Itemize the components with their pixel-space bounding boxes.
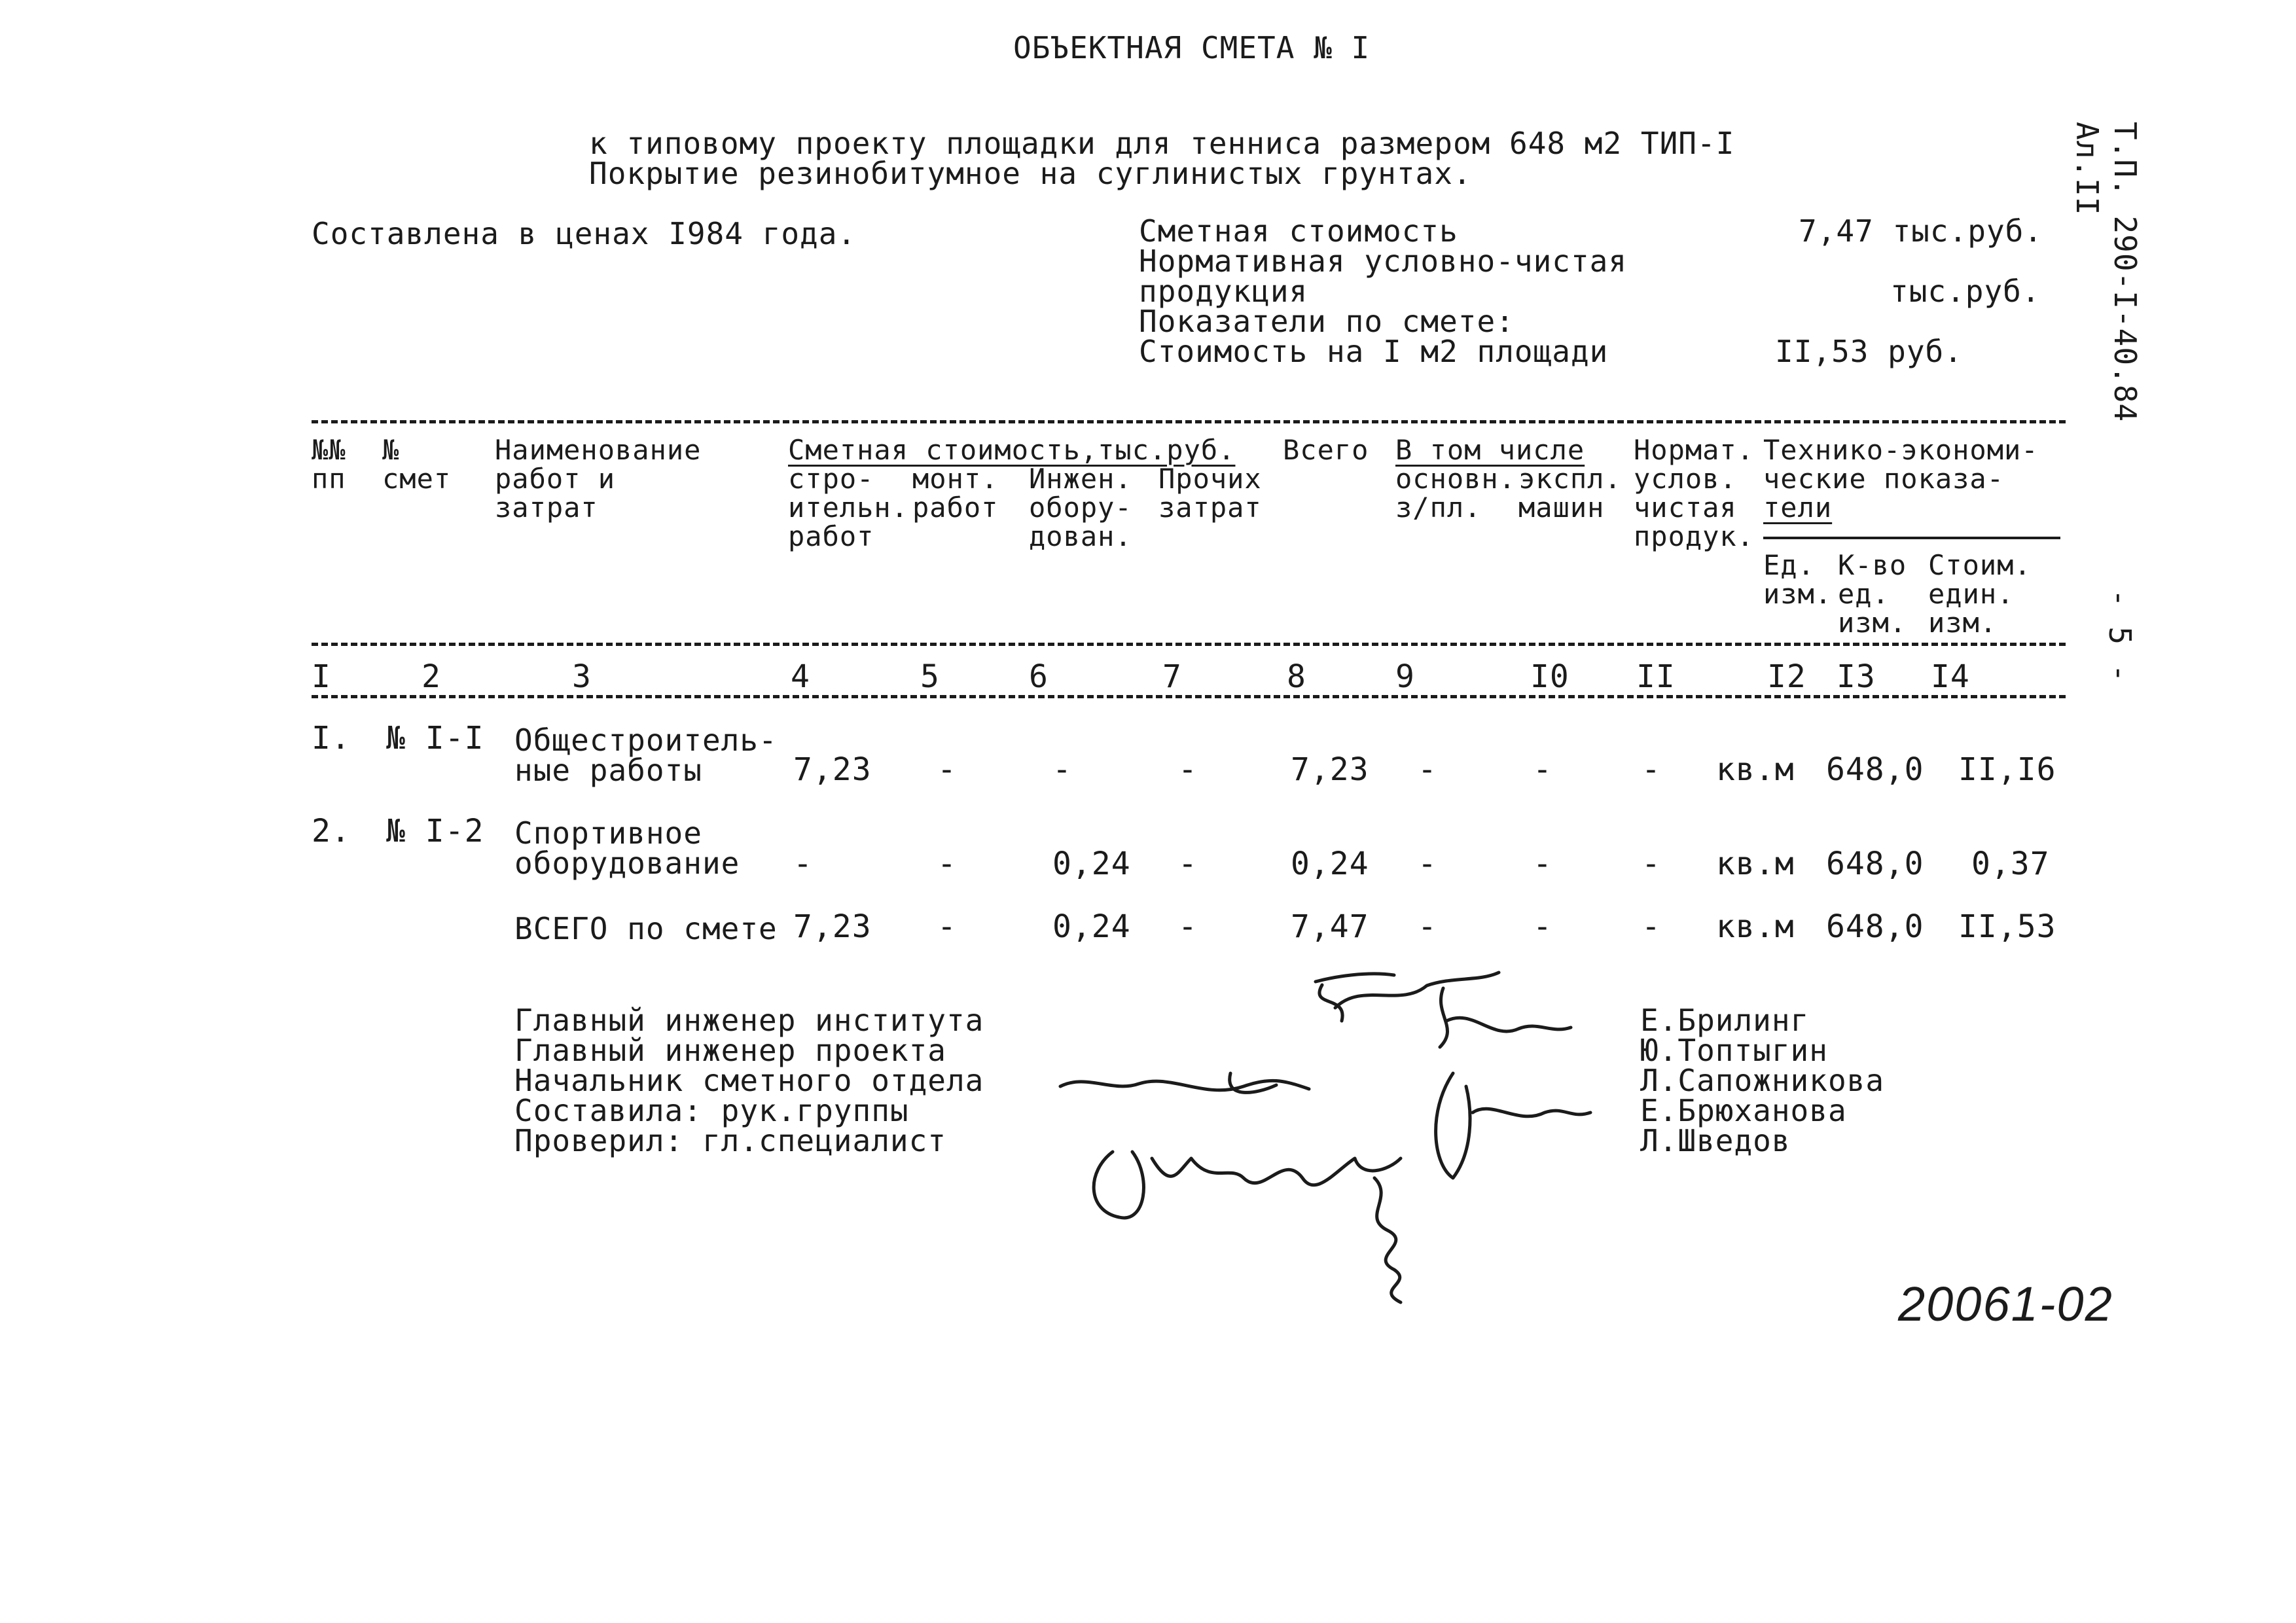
- signatory-name: Ю.Топтыгин: [1640, 1033, 1828, 1068]
- header-group-tech: Технико-экономи- ческие показа- тели: [1763, 434, 2039, 524]
- total-net-product: -: [1641, 908, 1661, 945]
- cell-construction: 7,23: [793, 751, 872, 788]
- cell-total: 7,23: [1291, 751, 1369, 788]
- cell-other: -: [1178, 751, 1198, 788]
- signatory-role: Начальник сметного отдела: [514, 1063, 984, 1098]
- total-mounting: -: [937, 908, 957, 945]
- cell-equipment: -: [1052, 751, 1072, 788]
- header-smeta: № смет: [382, 434, 452, 495]
- summary-label: Показатели по смете:: [1139, 304, 1515, 339]
- header-net-product: Нормат. услов. чистая продук.: [1634, 434, 1755, 552]
- side-page-number: - 5 -: [2102, 589, 2138, 683]
- summary-label: Нормативная условно-чистая: [1139, 243, 1628, 279]
- signatory-role: Составила: рук.группы: [514, 1093, 909, 1128]
- column-number: I0: [1530, 658, 1570, 695]
- document-title: ОБЪЕКТНАЯ СМЕТА № I: [1013, 30, 1371, 65]
- cell-mounting: -: [937, 846, 957, 882]
- header-construction: стро- ительн. работ: [788, 463, 909, 552]
- header-group-incl: В том числе: [1395, 434, 1585, 466]
- cell-pp: I.: [312, 720, 351, 757]
- summary-label: Сметная стоимость: [1139, 213, 1458, 249]
- cell-unit-cost: 0,37: [1971, 846, 2050, 882]
- signatory-role: Проверил: гл.специалист: [514, 1123, 946, 1158]
- cell-pp: 2.: [312, 813, 351, 849]
- header-name: Наименование работ и затрат: [495, 434, 702, 524]
- total-total: 7,47: [1291, 908, 1369, 945]
- cell-unit-cost: II,I6: [1958, 751, 2056, 788]
- header-equipment: Инжен. обору- дован.: [1029, 463, 1132, 552]
- header-quantity: К-во ед. изм.: [1838, 549, 1907, 639]
- column-number: I: [312, 658, 331, 695]
- total-construction: 7,23: [793, 908, 872, 945]
- column-number: 6: [1029, 658, 1049, 695]
- cell-equipment: 0,24: [1052, 846, 1131, 882]
- header-unit: Ед. изм.: [1763, 549, 1833, 610]
- coating-line: Покрытие резинобитумное на суглинистых грунтах.: [589, 156, 1472, 191]
- signatory-name: Л.Сапожникова: [1640, 1063, 1885, 1098]
- signatory-name: Л.Шведов: [1640, 1123, 1791, 1158]
- signatory-role: Главный инженер проекта: [514, 1033, 946, 1068]
- cell-smeta: № I-I: [386, 720, 484, 757]
- cell-name: Общестроитель- ные работы: [514, 722, 778, 788]
- cell-total: 0,24: [1291, 846, 1369, 882]
- cell-mounting: -: [937, 751, 957, 788]
- column-numbers-border: [312, 695, 2066, 698]
- summary-label: продукция: [1139, 274, 1308, 309]
- column-number: 9: [1395, 658, 1415, 695]
- total-label: ВСЕГО по смете: [514, 911, 778, 946]
- total-other: -: [1178, 908, 1198, 945]
- cell-salary: -: [1418, 751, 1437, 788]
- total-salary: -: [1418, 908, 1437, 945]
- column-number: I3: [1837, 658, 1876, 695]
- column-number: 2: [422, 658, 441, 695]
- header-salary: основн. з/пл.: [1395, 463, 1516, 524]
- signatory-name: Е.Брюханова: [1640, 1093, 1847, 1128]
- signatory-role: Главный инженер института: [514, 1003, 984, 1038]
- archive-number: 20061-02: [1898, 1277, 2113, 1331]
- summary-value: 7,47 тыс.руб.: [1799, 213, 2043, 249]
- total-machines: -: [1533, 908, 1552, 945]
- column-number: 7: [1162, 658, 1182, 695]
- cell-net-product: -: [1641, 846, 1661, 882]
- prices-year: Составлена в ценах I984 года.: [312, 216, 857, 251]
- cell-name: Спортивное оборудование: [514, 815, 740, 881]
- column-number: 4: [791, 658, 810, 695]
- column-number: I4: [1931, 658, 1970, 695]
- header-machines: экспл. машин: [1518, 463, 1622, 524]
- cell-other: -: [1178, 846, 1198, 882]
- total-unit: кв.м: [1716, 908, 1795, 945]
- header-total: Всего: [1283, 434, 1369, 466]
- column-number: 3: [572, 658, 592, 695]
- table-top-border: [312, 420, 2066, 423]
- signatory-name: Е.Брилинг: [1640, 1003, 1810, 1038]
- header-unit-cost: Стоим. един. изм.: [1928, 549, 2032, 639]
- cell-smeta: № I-2: [386, 813, 484, 849]
- header-group-cost: Сметная стоимость,тыс.руб.: [788, 434, 1236, 466]
- column-number: 8: [1287, 658, 1306, 695]
- side-album: Ал.II: [2070, 122, 2105, 216]
- cell-unit: кв.м: [1716, 751, 1795, 788]
- column-number: II: [1636, 658, 1676, 695]
- project-line: к типовому проекту площадки для тенниса размером 648 м2 ТИП-I: [589, 126, 1735, 161]
- cell-unit: кв.м: [1716, 846, 1795, 882]
- cell-machines: -: [1533, 846, 1552, 882]
- summary-value: тыс.руб.: [1890, 274, 2041, 309]
- summary-label: Стоимость на I м2 площади: [1139, 334, 1609, 369]
- cell-quantity: 648,0: [1826, 846, 1924, 882]
- cell-net-product: -: [1641, 751, 1661, 788]
- total-quantity: 648,0: [1826, 908, 1924, 945]
- cell-construction: -: [793, 846, 813, 882]
- header-other: Прочих затрат: [1158, 463, 1262, 524]
- total-equipment: 0,24: [1052, 908, 1131, 945]
- header-pp: №№ пп: [312, 434, 346, 495]
- cell-quantity: 648,0: [1826, 751, 1924, 788]
- summary-value: II,53 руб.: [1775, 334, 1963, 369]
- cell-machines: -: [1533, 751, 1552, 788]
- total-unit-cost: II,53: [1958, 908, 2056, 945]
- header-tech-underline: [1763, 537, 2060, 539]
- header-bottom-border: [312, 643, 2066, 646]
- side-project-code: Т.П. 290-I-40.84: [2108, 122, 2143, 423]
- header-mounting: монт. работ: [912, 463, 999, 524]
- column-number: I2: [1767, 658, 1806, 695]
- cell-salary: -: [1418, 846, 1437, 882]
- column-number: 5: [920, 658, 940, 695]
